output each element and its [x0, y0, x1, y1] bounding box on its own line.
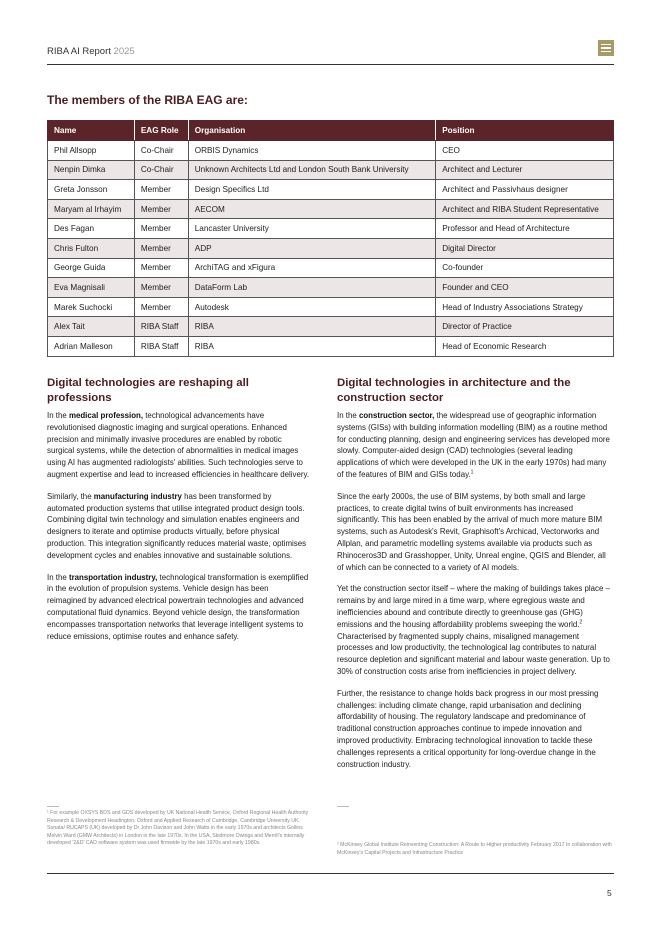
bold-term: medical profession, [68, 411, 144, 420]
footnote-ref[interactable]: 1 [470, 469, 474, 476]
cell-organisation: Lancaster University [188, 219, 435, 239]
cell-name: Alex Tait [48, 317, 135, 337]
cell-organisation: Unknown Architects Ltd and London South Bank University [188, 160, 435, 180]
cell-organisation: RIBA [188, 336, 435, 356]
report-year: 2025 [113, 46, 135, 57]
paragraph-manufacturing: Similarly, the manufacturing industry has been transformed by automated production systems that utilise integrated product design tools. Combining digital twin technology and simulation enables engineers and designers to iterate and optimise products virtually, before physical production. This integration significantly reduces material waste, optimises development cycles and enables innovative and sustainable solutions. [47, 491, 307, 560]
cell-role: Member [134, 258, 188, 278]
cell-position: Head of Economic Research [436, 336, 614, 356]
cell-role: Member [134, 219, 188, 239]
cell-organisation: ORBIS Dynamics [188, 141, 435, 161]
paragraph-medical: In the medical profession, technological advancements have revolutionised diagnostic imaging and surgical operations. Enhanced precision and minimally invasive procedures are enabled by robotic surgical systems, while the detection of abnormalities in medical images using AI has augmented radiologists' abilities. Such technologies serve to augment expertise and lead to increased efficiencies in healthcare delivery. [47, 411, 310, 479]
bold-term: construction sector, [358, 411, 435, 420]
right-column [337, 376, 614, 780]
cell-name: George Guida [48, 258, 135, 278]
cell-name: Nenpin Dimka [48, 160, 135, 180]
header-position: Position [436, 121, 614, 141]
header-organisation: Organisation [188, 121, 435, 141]
paragraph-resistance: Further, the resistance to change holds back progress in our most pressing challenges: including climate change, rapid urbanisation and declining affordability of housing. The regulatory landscape and predominance of traditional construction approaches continue to impede innovation and improved productivity. Embracing technological innovation to tackle these challenges represents a critical opportunity for long-overdue change in the construction industry. [337, 688, 599, 769]
cell-organisation: ADP [188, 238, 435, 258]
cell-name: Chris Fulton [48, 238, 135, 258]
cell-organisation: Autodesk [188, 297, 435, 317]
cell-organisation: DataForm Lab [188, 278, 435, 298]
cell-name: Eva Magnisali [48, 278, 135, 298]
members-table [47, 120, 614, 357]
footer-divider [47, 873, 614, 874]
paragraph-time-warp: Yet the construction sector itself – where the making of buildings takes place – remains by and large mired in a time warp, where egregious waste and inefficiencies abound and contribute directly to greenhouse gas (GHG) emissions and the housing affordability problems sweeping the world.$^2$ Characterised by fragmented supply chains, misaligned management processes and low productivity, the technological lag contributes to natural resource depletion and significant material and labour waste generation. Up to 30% of construction costs arise from inefficiencies in project delivery. [337, 584, 610, 676]
cell-role: Member [134, 238, 188, 258]
table-row [48, 238, 614, 258]
cell-organisation: RIBA [188, 317, 435, 337]
cell-name: Des Fagan [48, 219, 135, 239]
cell-position: Architect and Lecturer [436, 160, 614, 180]
table-row [48, 336, 614, 356]
report-header [47, 46, 135, 57]
cell-organisation: Design Specifics Ltd [188, 180, 435, 200]
cell-role: Member [134, 278, 188, 298]
cell-name: Greta Jonsson [48, 180, 135, 200]
cell-role: Co-Chair [134, 141, 188, 161]
table-row [48, 180, 614, 200]
table-row [48, 278, 614, 298]
header-name: Name [48, 121, 135, 141]
cell-name: Marek Suchocki [48, 297, 135, 317]
cell-name: Maryam al Irhayim [48, 199, 135, 219]
table-row [48, 160, 614, 180]
table-header-row [48, 121, 614, 141]
bold-term: transportation industry, [68, 572, 158, 582]
footnote-rule [47, 806, 59, 807]
footnote-2: ² McKinsey Global Institute Reinventing Construction: A Route to Higher productivity February 2017 In collaboration with McKinsey's Capital Projects and Infrastructure Practice [337, 842, 612, 856]
cell-role: Co-Chair [134, 160, 188, 180]
paragraph-transportation: In the transportation industry, technological transformation is exemplified in the evolution of propulsion systems. Vehicle design has been reimagined by advanced electrical powertrain technologies and advanced computational fluid dynamics. Beyond vehicle design, the transformation encompasses transportation networks that leverage intelligent systems to reduce emissions, optimise routes and enhance safety. [47, 572, 309, 641]
cell-position: Co-founder [436, 258, 614, 278]
paragraph-bim: Since the early 2000s, the use of BIM systems, by both small and large practices, to create digital twins of built environments has increased significantly. This has been enabled by the arrival of much more mature BIM systems, such as Autodesk's Revit, Graphisoft's Archicad, Vectorworks and Allplan, and parametric modelling systems available via products such as Rhinoceros3D and Grasshopper, Unity, Unreal engine, QGIS and Blender, all of which can be connected to a variety of AI models. [337, 491, 606, 572]
right-heading: Digital technologies in architecture and the construction sector [337, 377, 571, 404]
report-title: RIBA AI Report [47, 46, 111, 57]
cell-position: Architect and RIBA Student Representative [436, 199, 614, 219]
cell-organisation: AECOM [188, 199, 435, 219]
cell-organisation: ArchiTAG and xFigura [188, 258, 435, 278]
left-column [47, 376, 309, 652]
page-number: 5 [607, 888, 612, 898]
paragraph-construction: In the construction sector, the widespread use of geographic information systems (GISs) with building information modelling (BIM) as a routine method for conducting planning, design and engineering services has developed more slowly. Computer-aided design (CAD) technologies (several leading applications of which were developed in the UK in the early 1970s) had many of the features of BIM and GISs today.$^1$ [337, 411, 610, 479]
cell-role: Member [134, 180, 188, 200]
table-row [48, 317, 614, 337]
cell-role: RIBA Staff [134, 336, 188, 356]
left-heading: Digital technologies are reshaping all professions [47, 377, 249, 404]
cell-position: Director of Practice [436, 317, 614, 337]
footnote-rule [337, 806, 349, 807]
bold-term: manufacturing industry [93, 491, 182, 501]
menu-icon[interactable] [598, 40, 614, 56]
cell-role: Member [134, 199, 188, 219]
footnote-ref[interactable]: 2 [579, 619, 583, 626]
header-divider [47, 64, 614, 65]
table-row [48, 199, 614, 219]
table-row [48, 219, 614, 239]
table-row [48, 141, 614, 161]
cell-position: Architect and Passivhaus designer [436, 180, 614, 200]
cell-role: Member [134, 297, 188, 317]
cell-name: Adrian Malleson [48, 336, 135, 356]
cell-position: CEO [436, 141, 614, 161]
members-title: The members of the RIBA EAG are: [47, 93, 248, 107]
cell-position: Digital Director [436, 238, 614, 258]
cell-name: Phil Allsopp [48, 141, 135, 161]
footnote-1: ¹ For example OXSYS BDS and GDS developed by UK National Health Service, Oxford Regional Health Authority Research & Development Headington, Oxford and Applied Research of Cambridge, Cambridge University UK. Sonata/ RUCAPS (UK) developed by Dr John Davison and John Watts in the early 1970s and architects Gollins Melvin Ward (GMW Architects) in London in the late 1970s. In the USA, Skidmore Owings and Merrill's internally developed '2&D' CAD software system was used firmwide by the late 1970s and early 1980s. [47, 810, 309, 847]
cell-position: Head of Industry Associations Strategy [436, 297, 614, 317]
table-row [48, 297, 614, 317]
cell-position: Founder and CEO [436, 278, 614, 298]
cell-role: RIBA Staff [134, 317, 188, 337]
table-row [48, 258, 614, 278]
cell-position: Professor and Head of Architecture [436, 219, 614, 239]
header-eag-role: EAG Role [134, 121, 188, 141]
